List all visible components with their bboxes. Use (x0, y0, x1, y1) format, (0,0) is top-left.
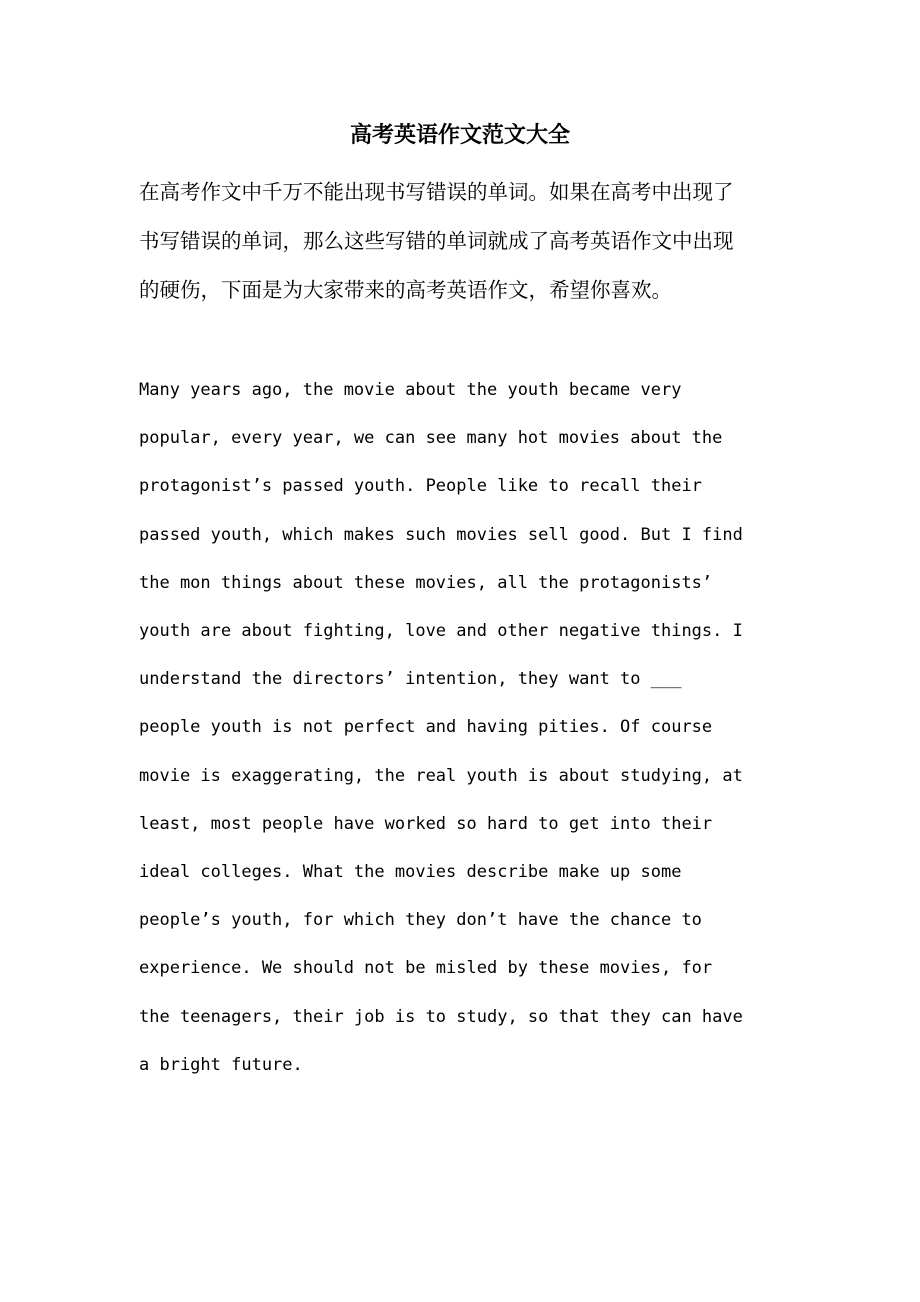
document-title: 高考英语作文范文大全 (349, 122, 570, 148)
intro-line: 在高考作文中千万不能出现书写错误的单词。如果在高考中出现了 (139, 180, 734, 204)
essay-line: least, most people have worked so hard to get into their (139, 813, 713, 834)
essay-line: a bright future. (139, 1054, 303, 1075)
essay-line: the teenagers, their job is to study, so that they can have (139, 1006, 743, 1027)
essay-line: movie is exaggerating, the real youth is about studying, at (139, 765, 743, 786)
intro-line: 的硬伤，下面是为大家带来的高考英语作文，希望你喜欢。 (139, 278, 672, 302)
essay-line: people youth is not perfect and having pities. Of course (139, 717, 713, 738)
essay-line: understand the directors’ intention, they want to ___ (139, 669, 682, 690)
essay-line: ideal colleges. What the movies describe make up some (139, 862, 682, 883)
essay-line: youth are about fighting, love and other negative things. I (139, 621, 743, 642)
essay-line: experience. We should not be misled by these movies, for (139, 958, 713, 979)
essay-line: passed youth, which makes such movies sell good. But I find (139, 524, 743, 545)
essay-line: Many years ago, the movie about the youth became very (139, 380, 682, 400)
essay-line: popular, every year, we can see many hot movies about the (139, 428, 723, 449)
essay-line: protagonist’s passed youth. People like to recall their (139, 476, 702, 497)
intro-paragraph (139, 168, 784, 315)
intro-line: 书写错误的单词，那么这些写错的单词就成了高考英语作文中出现 (139, 229, 734, 253)
essay-paragraph (139, 366, 789, 1089)
essay-line: people’s youth, for which they don’t have the chance to (139, 910, 702, 931)
essay-line: the mon things about these movies, all the protagonists’ (139, 572, 713, 593)
